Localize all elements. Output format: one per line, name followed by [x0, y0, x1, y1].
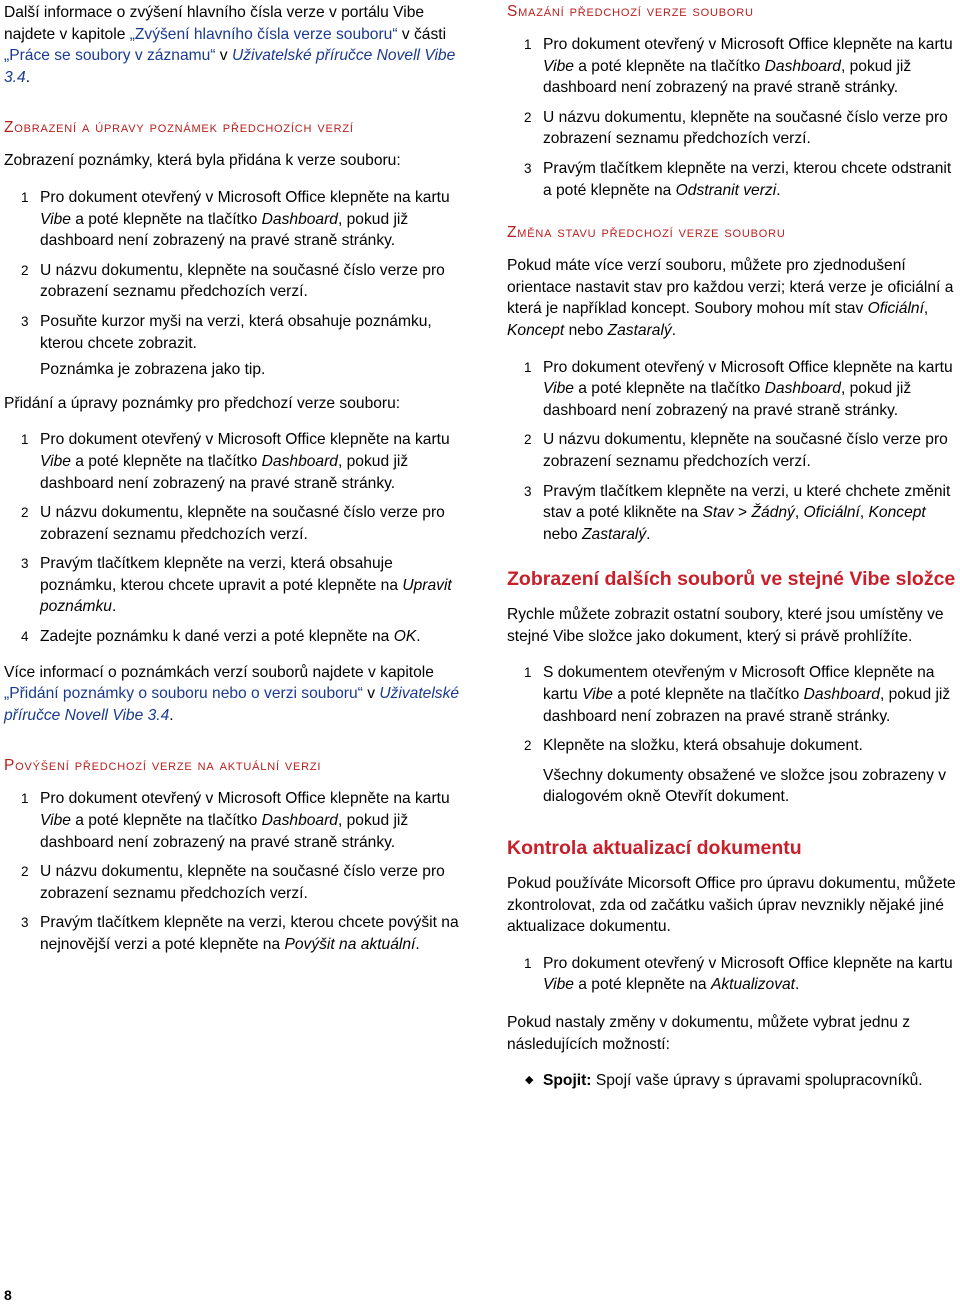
list-item: 1 Pro dokument otevřený v Microsoft Office klepněte na kartu Vibe a poté klepněte na tlačítko Dashboard, pokud již dashboard není zobrazený na pravé straně stránky. — [21, 188, 450, 250]
section-lead: Pokud používáte Micorsoft Office pro úpravu dokumentu, můžete zkontrolovat, zda od začátku vašich úprav nevznikly nějaké jiné aktualizace dokumentu. — [507, 875, 956, 936]
section-heading-status: Změna stavu předchozí verze souboru — [507, 224, 786, 242]
step-note: Všechny dokumenty obsažené ve složce jsou zobrazeny v dialogovém okně Otevřít dokument. — [543, 766, 947, 806]
link-major-version[interactable]: „Zvýšení hlavního čísla verze souboru“ — [129, 25, 398, 43]
list-item: 1 Pro dokument otevřený v Microsoft Office klepněte na kartu Vibe a poté klepněte na tlačítko Dashboard, pokud již dashboard není zobrazený na pravé straně stránky. — [524, 358, 953, 419]
steps-delete — [507, 34, 957, 201]
list-item: 1 S dokumentem otevřeným v Microsoft Office klepněte na kartu Vibe a poté klepněte na tlačítko Dashboard, pokud již dashboard není zobrazen na pravé straně stránky. — [524, 664, 951, 725]
section-lead: Pokud máte více verzí souboru, můžete pro zjednodušení orientace nastavit stav pro každou verzi; která verze je oficiální a která je například koncept. Soubory mohou mít stav Oficiální, Koncept nebo Zastaralý. — [507, 257, 954, 339]
section-lead: Zobrazení poznámky, která byla přidána k verze souboru: — [4, 152, 401, 170]
diamond-bullet-icon: ◆ — [525, 1074, 534, 1087]
options-list — [507, 1070, 957, 1092]
link-working-files[interactable]: „Práce se soubory v záznamu“ — [4, 47, 216, 65]
steps-edit-notes — [4, 429, 469, 647]
steps-view-notes — [4, 187, 469, 354]
list-item: 1 Pro dokument otevřený v Microsoft Office klepněte na kartu Vibe a poté klepněte na tlačítko Dashboard, pokud již dashboard není zobrazený na pravé straně stránky. — [21, 790, 450, 851]
steps-promote — [4, 788, 469, 955]
list-item: 1 Pro dokument otevřený v Microsoft Office klepněte na kartu Vibe a poté klepněte na tlačítko Dashboard, pokud již dashboard není zobrazený na pravé straně stránky. — [21, 431, 450, 492]
section-heading-delete: Smazání předchozí verze souboru — [507, 3, 754, 20]
intro-text: v části — [397, 25, 447, 43]
section-lead: Rychle můžete zobrazit ostatní soubory, které jsou umístěny ve stejné Vibe složce jako dokument, který si právě prohlížíte. — [507, 606, 944, 645]
link-user-guide[interactable]: Uživatelské příručce Novell Vibe 3.4 — [4, 47, 456, 86]
list-item: 2 U názvu dokumentu, klepněte na současné číslo verze pro zobrazení seznamu předchozích verzí. — [524, 431, 948, 470]
section-heading-promote: Povýšení předchozí verze na aktuální verzi — [4, 757, 322, 775]
list-item: 2 U názvu dokumentu, klepněte na současné číslo verze pro zobrazení seznamu předchozích verzí. — [21, 863, 445, 902]
list-item: 3 Pravým tlačítkem klepněte na verzi, kterou chcete povýšit na nejnovější verzi a poté klepněte na Povýšit na aktuální. — [21, 914, 459, 953]
intro-text: . — [25, 68, 31, 86]
list-item: 3 Pravým tlačítkem klepněte na verzi, u které chchete změnit stav a poté klikněte na Stav > Žádný, Oficiální, Koncept nebo Zastaralý. — [524, 482, 951, 543]
intro-text: Další informace o zvýšení hlavního čísla verze v portálu Vibe najdete v kapitole — [4, 4, 425, 43]
list-item: 1 Pro dokument otevřený v Microsoft Office klepněte na kartu Vibe a poté klepněte na tlačítko Dashboard, pokud již dashboard není zobrazený na pravé straně stránky. — [524, 36, 953, 97]
step-note: Poznámka je zobrazena jako tip. — [40, 361, 266, 379]
right-column — [507, 0, 957, 1092]
section-heading-view-notes: Zobrazení a úpravy poznámek předchozích verzí — [4, 119, 354, 137]
list-item: 3 Posuňte kurzor myši na verzi, která obsahuje poznámku, kterou chcete zobrazit. — [21, 312, 432, 352]
more-info-paragraph: Více informací o poznámkách verzí souborů najdete v kapitole „Přidání poznámky o souboru nebo o verzi souboru“ v Uživatelské příručce Novell Vibe 3.4. — [4, 663, 460, 724]
list-item: 2 U názvu dokumentu, klepněte na současné číslo verze pro zobrazení seznamu předchozích verzí. — [21, 504, 445, 543]
section-lead: Pokud nastaly změny v dokumentu, můžete vybrat jednu z následujících možností: — [507, 1014, 911, 1053]
list-item: 2 U názvu dokumentu, klepněte na současné číslo verze pro zobrazení seznamu předchozích verzí. — [21, 261, 445, 301]
intro-paragraph — [4, 2, 469, 88]
list-item: 3 Pravým tlačítkem klepněte na verzi, která obsahuje poznámku, kterou chcete upravit a poté klepněte na Upravit poznámku. — [21, 555, 452, 616]
list-item: 1 Pro dokument otevřený v Microsoft Office klepněte na kartu Vibe a poté klepněte na Aktualizovat. — [524, 954, 953, 994]
page-number: 8 — [4, 1287, 12, 1303]
section-lead: Přidání a úpravy poznámky pro předchozí verze souboru: — [4, 394, 401, 412]
list-item: ◆ Spojit: Spojí vaše úpravy s úpravami spolupracovníků. — [507, 1070, 957, 1092]
link-user-guide[interactable]: Uživatelské příručce Novell Vibe 3.4 — [4, 685, 460, 724]
section-heading-check-updates: Kontrola aktualizací dokumentu — [507, 837, 802, 860]
steps-status — [507, 357, 957, 546]
list-item: 2 Klepněte na složku, která obsahuje dokument. — [524, 737, 863, 755]
left-column — [4, 0, 469, 964]
steps-other-files — [507, 662, 957, 756]
steps-check-updates — [507, 953, 957, 996]
section-heading-other-files: Zobrazení dalších souborů ve stejné Vibe složce — [507, 568, 956, 591]
link-add-note[interactable]: „Přidání poznámky o souboru nebo o verzi souboru“ — [4, 685, 363, 703]
list-item: 2 U názvu dokumentu, klepněte na současné číslo verze pro zobrazení seznamu předchozích verzí. — [524, 108, 948, 148]
list-item: 3 Pravým tlačítkem klepněte na verzi, kterou chcete odstranit a poté klepněte na Odstranit verzi. — [524, 159, 952, 199]
list-item: 4 Zadejte poznámku k dané verzi a poté klepněte na OK. — [21, 628, 421, 646]
intro-text: v — [215, 47, 232, 65]
